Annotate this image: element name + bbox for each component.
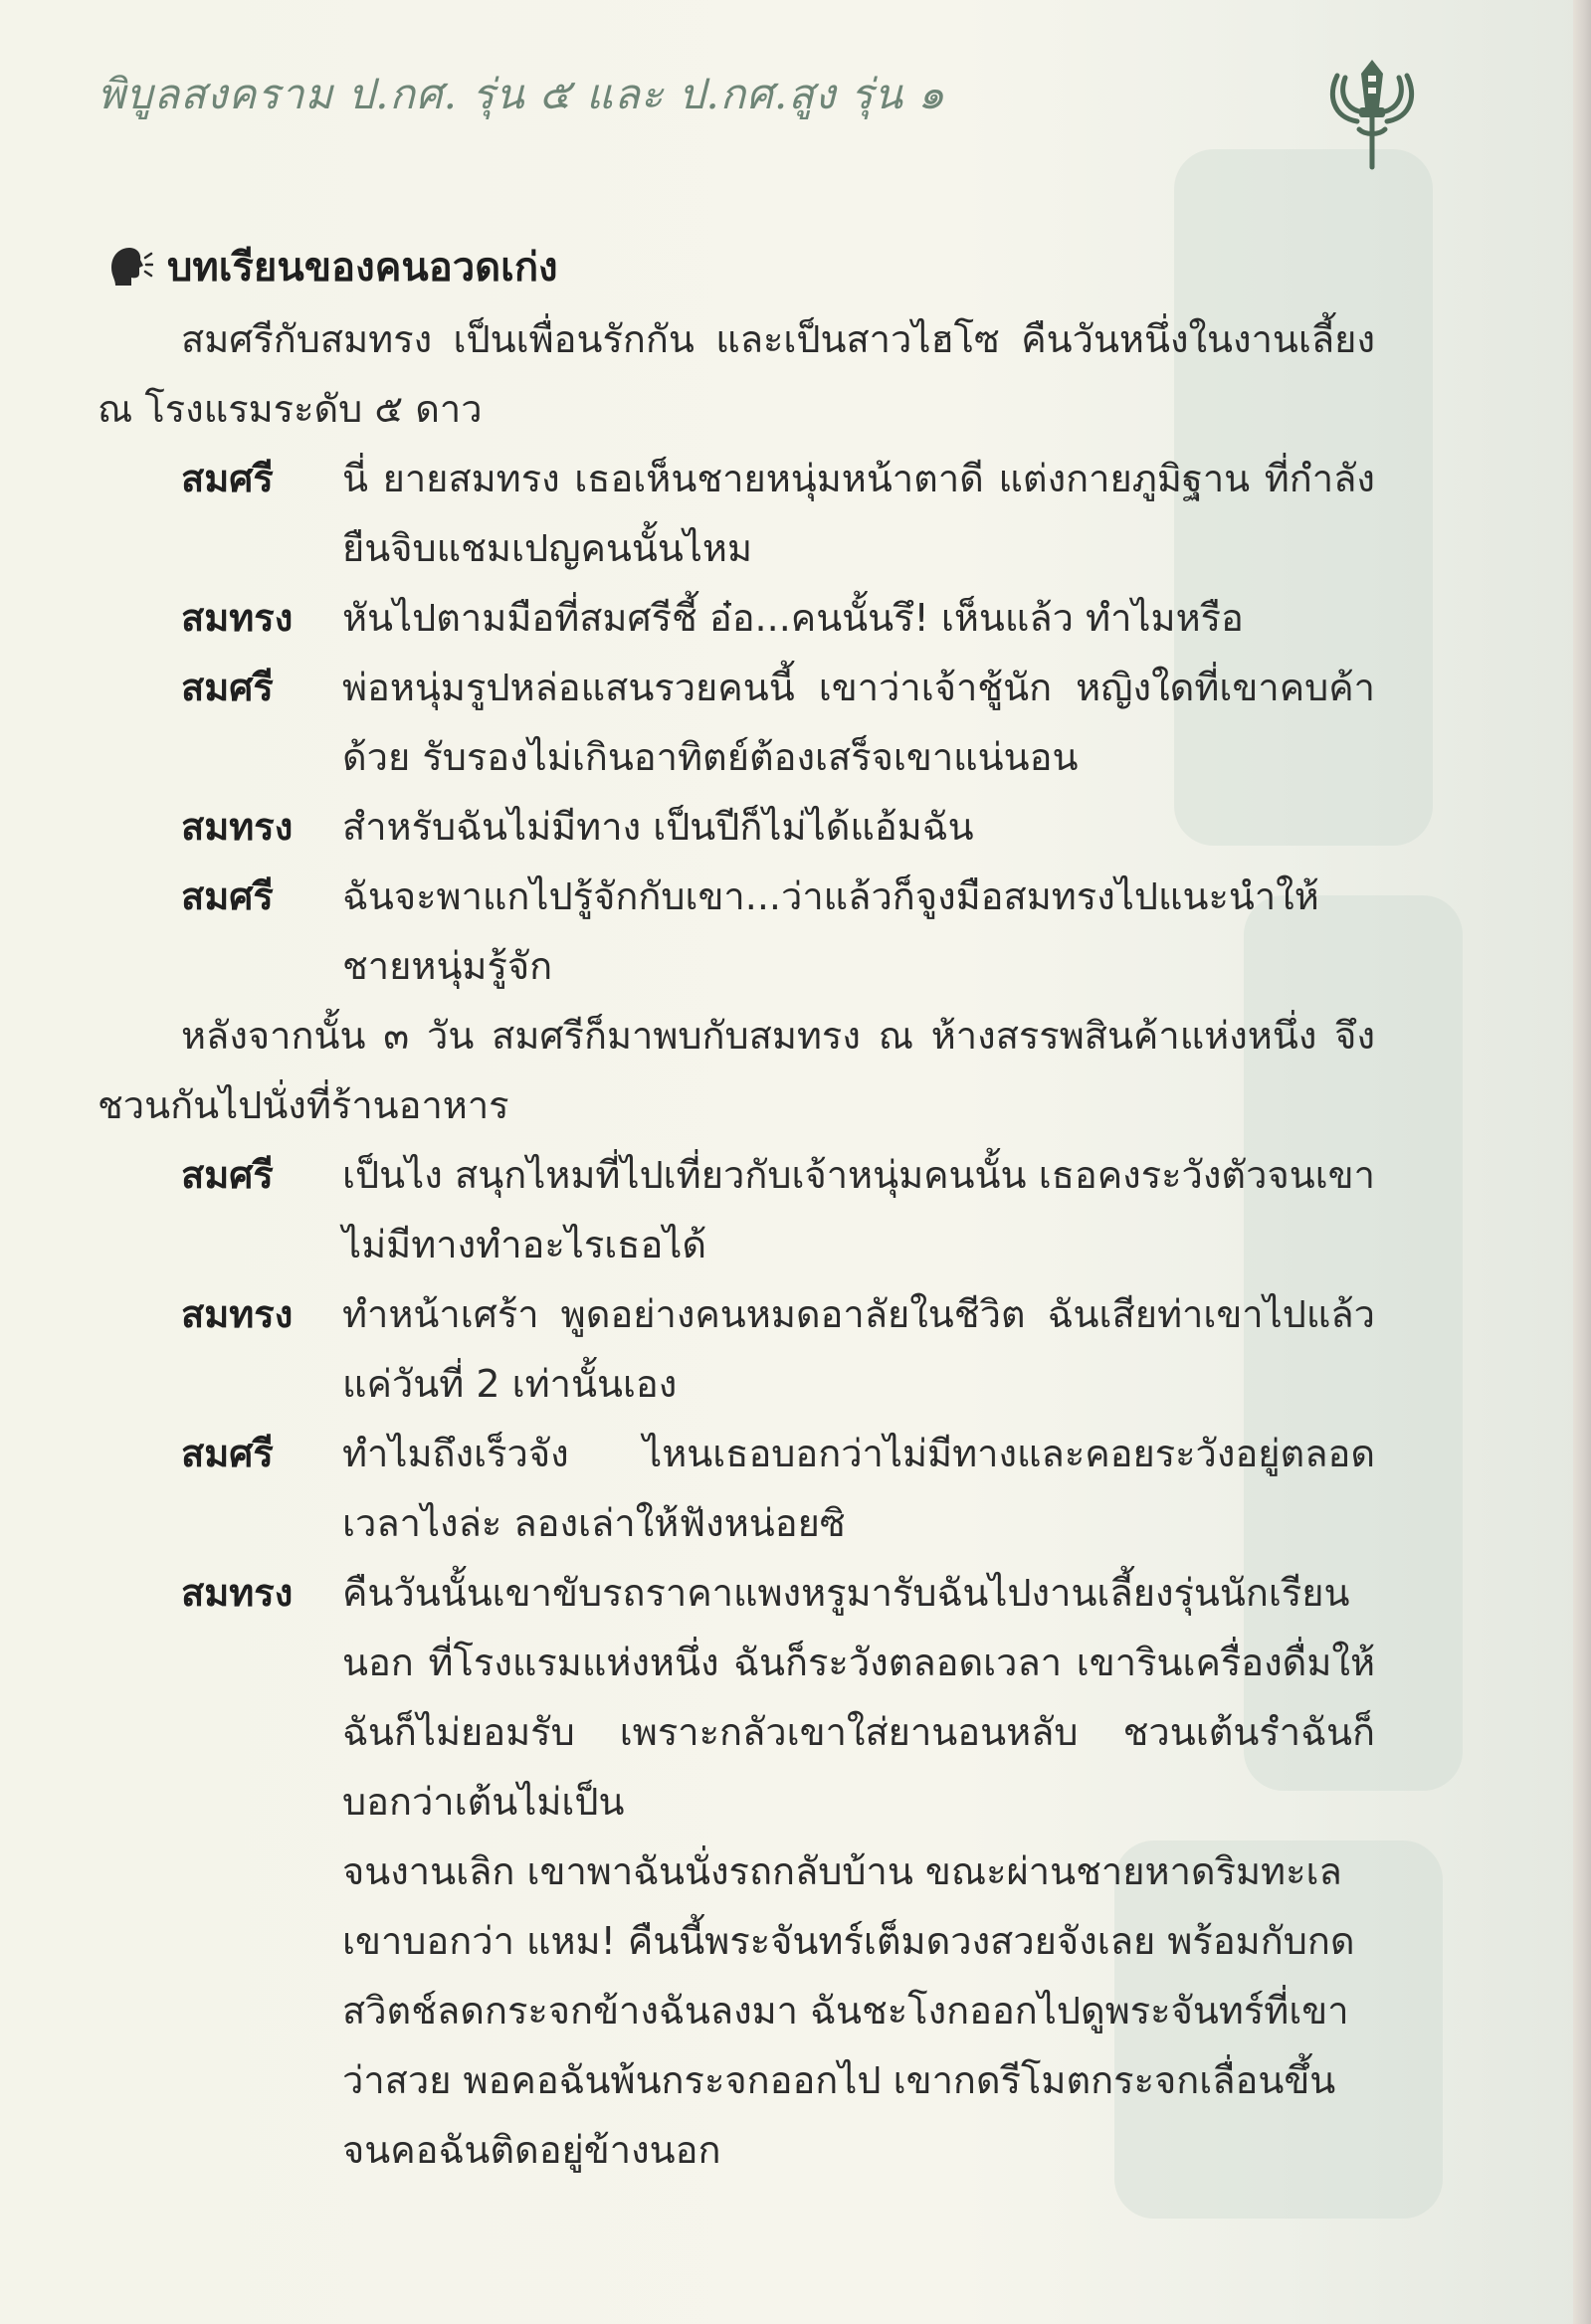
speaker-name: สมทรง: [181, 1571, 294, 1615]
intro-paragraph: สมศรีกับสมทรง เป็นเพื่อนรักกัน และเป็นสาวไฮโซ คืนวันหนึ่งในงานเลี้ยง ณ โรงแรมระดับ ๕ ดาว: [98, 317, 1375, 431]
speaker-name: สมทรง: [181, 805, 294, 849]
dialogue-text: สำหรับฉันไม่มีทาง เป็นปีก็ไม่ได้แอ้มฉัน: [342, 805, 974, 849]
running-header: พิบูลสงคราม ป.กศ. รุ่น ๕ และ ป.กศ.สูง รุ่น ๑: [98, 70, 946, 118]
dialogue-line: [181, 1558, 1375, 1837]
dialogue-line: [181, 792, 1375, 862]
speaker-name: สมศรี: [181, 1153, 274, 1197]
page-edge-shadow: [1573, 0, 1591, 2324]
dialogue-line: [181, 444, 1375, 583]
dialogue-line: [181, 862, 1375, 1001]
speaker-name: สมทรง: [181, 596, 294, 640]
dialogue-line: [181, 583, 1375, 653]
middle-paragraph: หลังจากนั้น ๓ วัน สมศรีก็มาพบกับสมทรง ณ ห้างสรรพสินค้าแห่งหนึ่ง จึงชวนกันไปนั่งที่ร้านอาหาร: [98, 1014, 1375, 1127]
dialogue-text: นี่ ยายสมทรง เธอเห็นชายหนุ่มหน้าตาดี แต่งกายภูมิฐาน ที่กำลังยืนจิบแชมเปญคนนั้นไหม: [342, 457, 1375, 570]
dialogue-line: [181, 1279, 1375, 1419]
dialogue-text: คืนวันนั้นเขาขับรถราคาแพงหรูมารับฉันไปงานเลี้ยงรุ่นนักเรียนนอก ที่โรงแรมแห่งหนึ่ง ฉันก็ระวังตลอดเวลา เขารินเครื่องดื่มให้ฉันก็ไม่ยอมรับ เพราะกลัวเขาใส่ยานอนหลับ ชวนเต้นรำฉันก็บอกว่าเต้นไม่เป็น: [342, 1571, 1375, 1824]
speaking-head-icon: [107, 246, 153, 288]
dialogue-text: หันไปตามมือที่สมศรีชี้ อ๋อ...คนนั้นรึ! เห็นแล้ว ทำไมหรือ: [342, 596, 1244, 640]
section-heading: [107, 235, 558, 298]
institution-emblem-icon: [1319, 56, 1425, 171]
dialogue-text: ทำไมถึงเร็วจัง ไหนเธอบอกว่าไม่มีทางและคอยระวังอยู่ตลอดเวลาไงล่ะ ลองเล่าให้ฟังหน่อยซิ: [342, 1432, 1375, 1545]
dialogue-line: [181, 653, 1375, 792]
speaker-name: สมศรี: [181, 874, 274, 918]
dialogue-text: เป็นไง สนุกไหมที่ไปเที่ยวกับเจ้าหนุ่มคนนั้น เธอคงระวังตัวจนเขาไม่มีทางทำอะไรเธอได้: [342, 1153, 1375, 1266]
dialogue-line: [181, 1419, 1375, 1558]
speaker-name: สมทรง: [181, 1292, 294, 1336]
dialogue-line: [181, 1140, 1375, 1279]
continuation-paragraph: จนงานเลิก เขาพาฉันนั่งรถกลับบ้าน ขณะผ่านชายหาดริมทะเล เขาบอกว่า แหม! คืนนี้พระจันทร์เต็มดวงสวยจังเลย พร้อมกับกดสวิตช์ลดกระจกข้างฉันลงมา ฉันชะโงกออกไปดูพระจันทร์ที่เขาว่าสวย พอคอฉันพ้นกระจกออกไป เขากดรีโมตกระจกเลื่อนขึ้นจนคอฉันติดอยู่ข้างนอก: [342, 1849, 1355, 2172]
dialogue-text: พ่อหนุ่มรูปหล่อแสนรวยคนนี้ เขาว่าเจ้าชู้นัก หญิงใดที่เขาคบค้าด้วย รับรองไม่เกินอาทิตย์ต้องเสร็จเขาแน่นอน: [342, 666, 1375, 779]
speaker-name: สมศรี: [181, 1432, 274, 1475]
section-title: บทเรียนของคนอวดเก่ง: [167, 245, 558, 290]
dialogue-text: ฉันจะพาแกไปรู้จักกับเขา...ว่าแล้วก็จูงมือสมทรงไปแนะนำให้ชายหนุ่มรู้จัก: [342, 874, 1319, 988]
speaker-name: สมศรี: [181, 666, 274, 709]
story-body: [98, 304, 1375, 2185]
speaker-name: สมศรี: [181, 457, 274, 500]
dialogue-text: ทำหน้าเศร้า พูดอย่างคนหมดอาลัยในชีวิต ฉันเสียท่าเขาไปแล้วแค่วันที่ 2 เท่านั้นเอง: [342, 1292, 1375, 1406]
